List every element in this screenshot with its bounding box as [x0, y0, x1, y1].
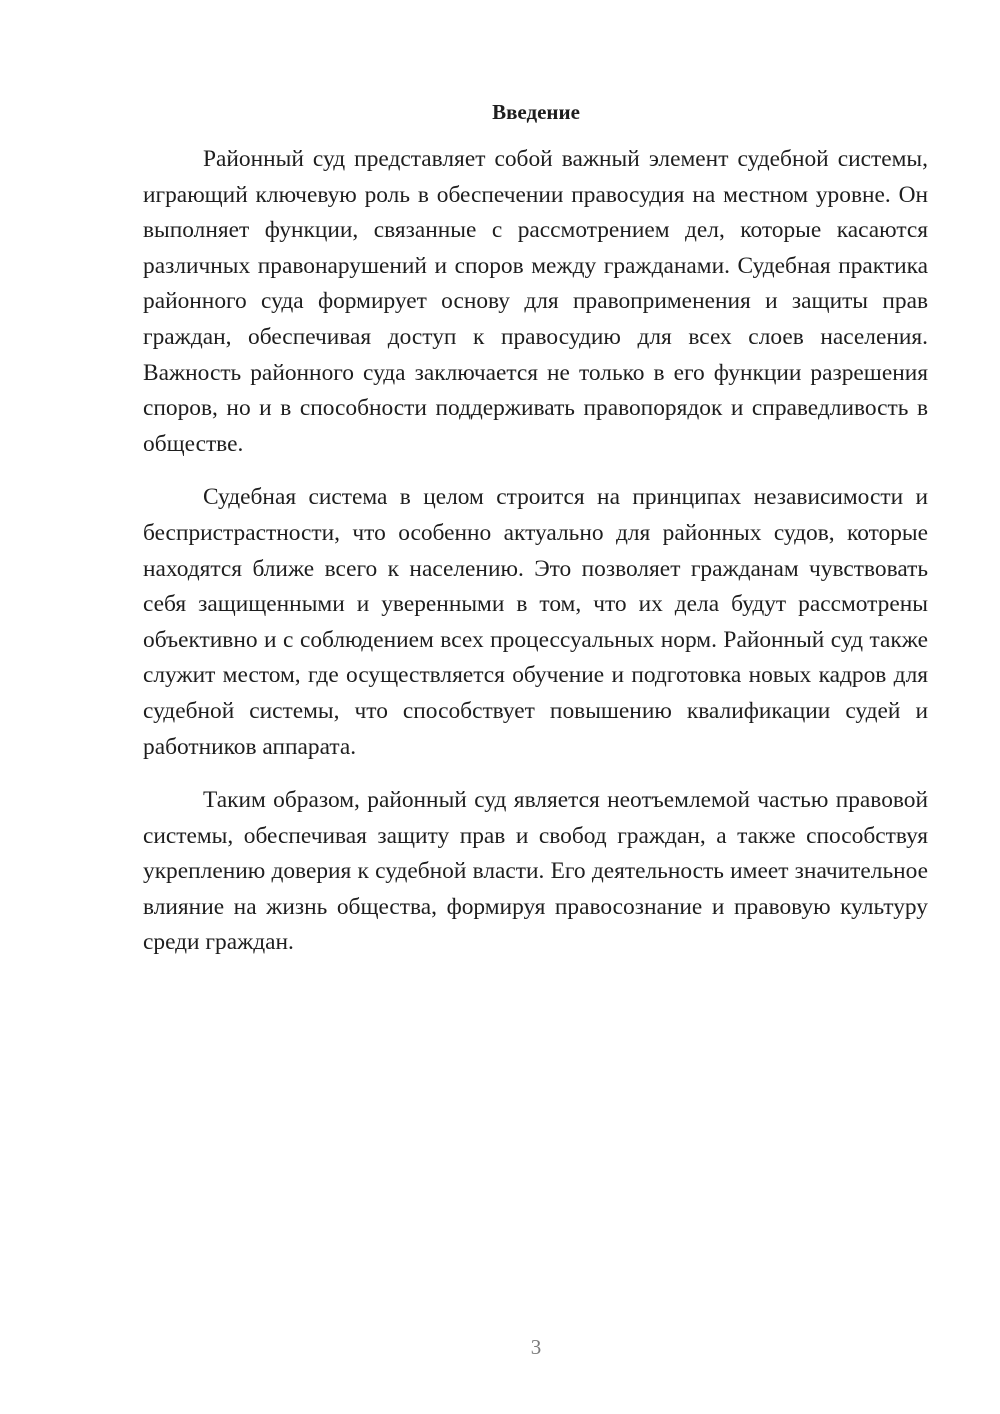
paragraph-2: Судебная система в целом строится на принципах независимости и беспристрастности, что особенно актуально для районных судов, которые находятся ближе всего к населению. Это позволяет гражданам чувствовать себя защищенными и уверенными в том, что их дела будут рассмотрены объективно и с соблюдением всех процессуальных норм. Районный суд также служит местом, где осуществляется обучение и подготовка новых кадров для судебной системы, что способствует повышению квалификации судей и работников аппарата. [143, 484, 928, 760]
paragraph-3: Таким образом, районный суд является неотъемлемой частью правовой системы, обеспечивая защиту прав и свобод граждан, а также способствуя укреплению доверия к судебной власти. Его деятельность имеет значительное влияние на жизнь общества, формируя правосознание и правовую культуру среди граждан. [143, 787, 928, 956]
paragraph-1: Районный суд представляет собой важный элемент судебной системы, играющий ключевую роль в обеспечении правосудия на местном уровне. Он выполняет функции, связанные с рассмотрением дел, которые касаются различных правонарушений и споров между гражданами. Судебная практика районного суда формирует основу для правоприменения и защиты прав граждан, обеспечивая доступ к правосудию для всех слоев населения. Важность районного суда заключается не только в его функции разрешения споров, но и в способности поддерживать правопорядок и справедливость в обществе. [143, 146, 928, 457]
document-body [143, 142, 928, 979]
page-number: 3 [530, 1335, 542, 1359]
section-title: Введение [492, 100, 580, 124]
